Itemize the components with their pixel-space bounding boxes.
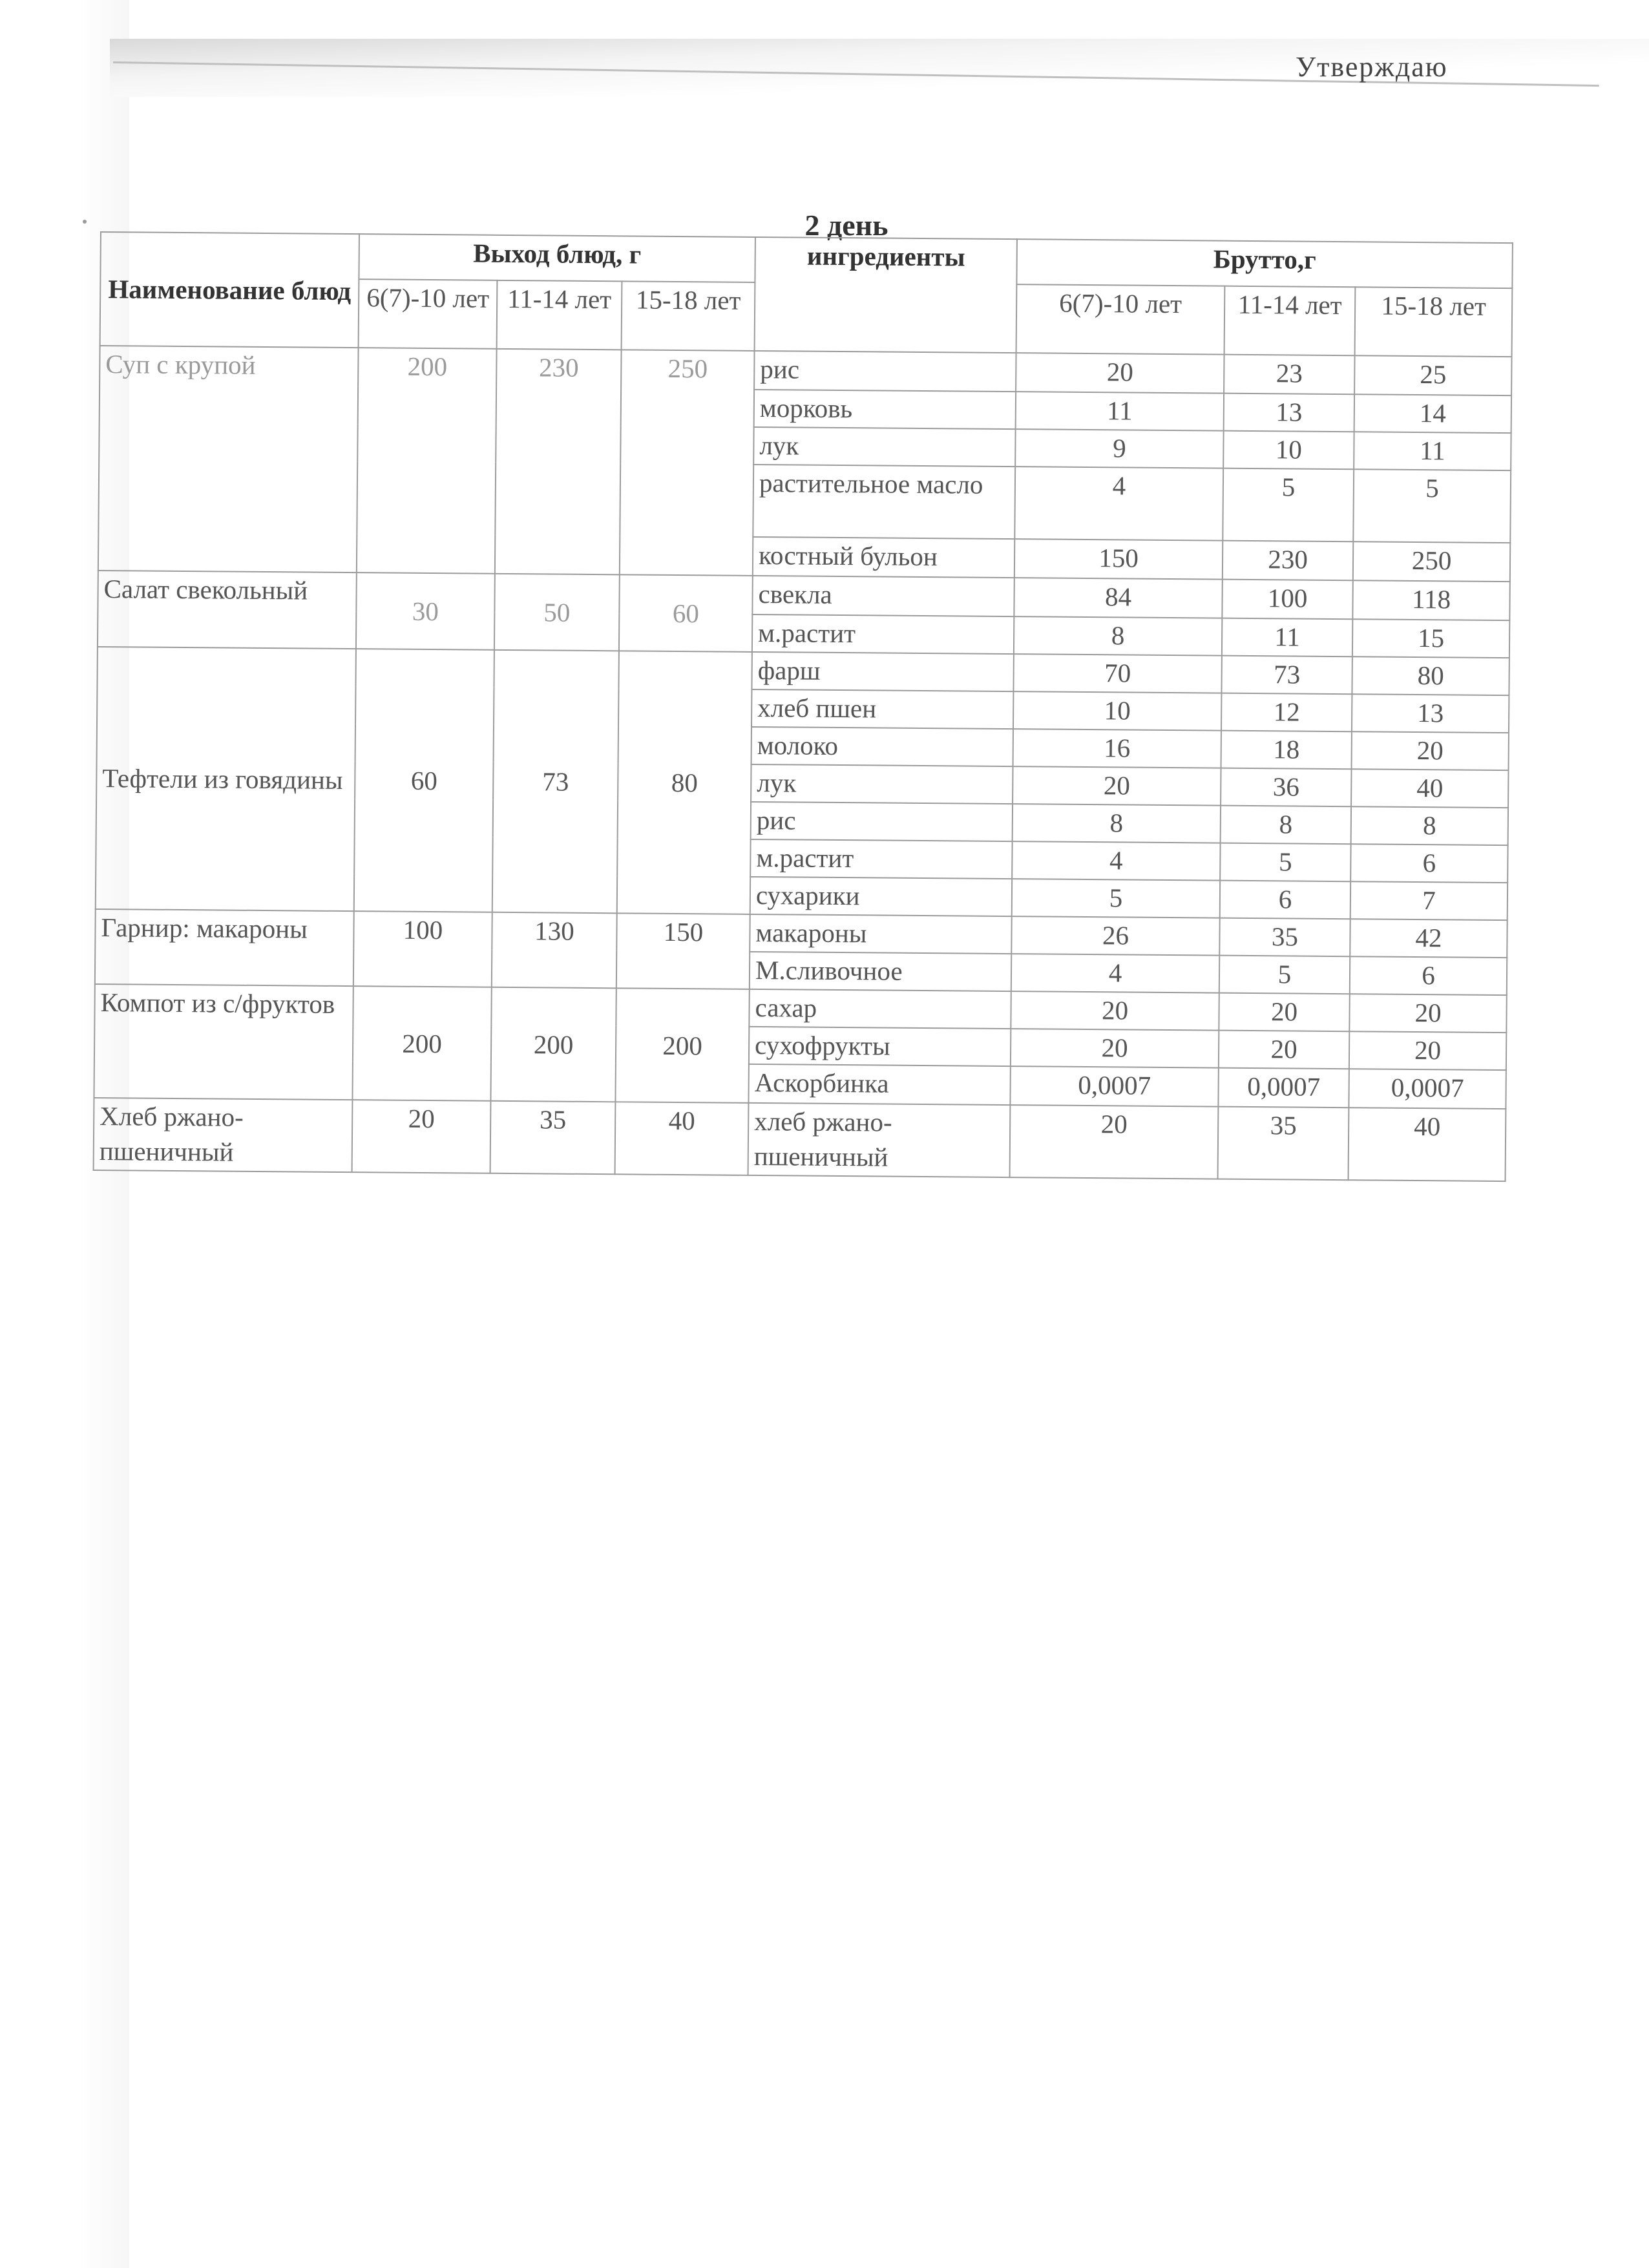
- brutto-age-c: 11: [1354, 432, 1511, 470]
- brutto-age-a: 20: [1011, 1029, 1219, 1068]
- brutto-age-c: 40: [1351, 769, 1508, 808]
- brutto-age-c: 0,0007: [1349, 1069, 1506, 1109]
- brutto-age-c: 20: [1352, 731, 1509, 770]
- dish-yield-age-c: 250: [620, 350, 755, 576]
- brutto-age-b: 100: [1222, 580, 1352, 620]
- ingredient-name: Аскорбинка: [748, 1064, 1010, 1105]
- dish-name: Суп с крупой: [98, 346, 359, 572]
- brutto-age-c: 5: [1353, 469, 1511, 543]
- brutto-age-c: 8: [1351, 806, 1508, 845]
- ingredient-name: костный бульон: [753, 537, 1014, 578]
- dish-name: Тефтели из говядины: [96, 647, 356, 911]
- header-yield-age-b: 11-14 лет: [497, 280, 622, 350]
- brutto-age-a: 8: [1013, 804, 1221, 843]
- brutto-age-c: 15: [1352, 619, 1509, 658]
- brutto-age-a: 8: [1014, 616, 1222, 656]
- ingredient-name: рис: [751, 802, 1013, 841]
- dish-yield-age-a: 200: [357, 348, 497, 574]
- brutto-age-b: 12: [1221, 693, 1352, 732]
- header-dish-name: Наименование блюд: [100, 232, 359, 348]
- brutto-age-b: 5: [1223, 468, 1354, 542]
- dish-yield-age-a: 30: [356, 572, 495, 650]
- dish-yield-age-c: 150: [616, 913, 750, 989]
- ingredient-name: М.сливочное: [750, 952, 1011, 991]
- brutto-age-a: 0,0007: [1010, 1066, 1218, 1107]
- header-brutto-age-c: 15-18 лет: [1355, 287, 1513, 357]
- ingredient-name: сухарики: [750, 877, 1012, 916]
- brutto-age-c: 40: [1349, 1108, 1506, 1181]
- brutto-age-a: 20: [1016, 353, 1224, 394]
- dish-name: Хлеб ржано-пшеничный: [94, 1098, 353, 1172]
- scan-speck: [83, 220, 87, 224]
- header-yield-age-c: 15-18 лет: [622, 281, 755, 351]
- ingredient-name: рис: [754, 351, 1016, 392]
- header-yield-age-a: 6(7)-10 лет: [359, 279, 498, 349]
- dish-yield-age-a: 100: [353, 911, 492, 987]
- brutto-age-b: 20: [1219, 993, 1349, 1032]
- brutto-age-b: 6: [1220, 881, 1350, 919]
- brutto-age-c: 6: [1350, 844, 1507, 883]
- brutto-age-a: 70: [1013, 654, 1221, 693]
- brutto-age-c: 7: [1350, 881, 1507, 920]
- dish-yield-age-c: 60: [619, 574, 753, 652]
- ingredient-name: хлеб ржано-пшеничный: [748, 1103, 1011, 1177]
- table-row: [94, 1098, 1506, 1181]
- dish-yield-age-c: 200: [615, 988, 749, 1103]
- dish-yield-age-b: 50: [494, 574, 620, 651]
- brutto-age-c: 20: [1349, 1031, 1506, 1070]
- brutto-age-c: 118: [1352, 580, 1509, 620]
- dish-yield-age-a: 20: [352, 1100, 491, 1173]
- brutto-age-a: 20: [1013, 766, 1221, 806]
- brutto-age-b: 23: [1224, 355, 1354, 395]
- brutto-age-b: 73: [1221, 656, 1352, 695]
- brutto-age-a: 150: [1014, 539, 1223, 580]
- brutto-age-b: 10: [1223, 431, 1354, 470]
- brutto-age-b: 8: [1221, 806, 1351, 845]
- ingredient-name: свекла: [752, 576, 1014, 616]
- brutto-age-a: 16: [1013, 729, 1221, 768]
- brutto-age-b: 18: [1221, 731, 1352, 770]
- brutto-age-c: 25: [1354, 355, 1511, 395]
- dish-yield-age-b: 200: [490, 987, 616, 1102]
- brutto-age-a: 9: [1015, 429, 1223, 468]
- dish-yield-age-c: 80: [617, 651, 752, 914]
- ingredient-name: м.растит: [750, 839, 1012, 879]
- brutto-age-b: 20: [1219, 1031, 1349, 1069]
- dish-yield-age-b: 230: [495, 349, 622, 575]
- ingredient-name: фарш: [751, 652, 1013, 691]
- ingredient-name: морковь: [754, 390, 1016, 429]
- dish-yield-age-a: 60: [354, 649, 494, 912]
- brutto-age-a: 4: [1012, 841, 1220, 881]
- header-brutto: Брутто,г: [1016, 239, 1513, 288]
- brutto-age-a: 4: [1011, 954, 1219, 993]
- brutto-age-c: 13: [1352, 694, 1509, 733]
- brutto-age-a: 11: [1016, 392, 1224, 431]
- ingredient-name: макароны: [750, 914, 1011, 954]
- brutto-age-c: 20: [1349, 994, 1506, 1033]
- brutto-age-a: 10: [1013, 691, 1221, 731]
- day-title: 2 день: [804, 209, 888, 242]
- ingredient-name: растительное масло: [753, 465, 1015, 539]
- brutto-age-c: 250: [1353, 541, 1510, 582]
- brutto-age-a: 84: [1014, 578, 1222, 618]
- dish-yield-age-b: 35: [490, 1101, 616, 1175]
- brutto-age-a: 20: [1010, 1105, 1219, 1179]
- brutto-age-a: 4: [1014, 467, 1223, 541]
- brutto-age-b: 11: [1222, 618, 1352, 657]
- dish-yield-age-c: 40: [615, 1102, 749, 1175]
- approval-header: Утверждаю: [1296, 51, 1448, 83]
- menu-table: [93, 231, 1513, 1182]
- ingredient-name: лук: [751, 764, 1013, 804]
- header-ingredients: ингредиенты: [755, 237, 1017, 353]
- header-brutto-age-a: 6(7)-10 лет: [1016, 284, 1225, 355]
- brutto-age-b: 35: [1218, 1107, 1349, 1181]
- brutto-age-b: 5: [1220, 843, 1350, 882]
- brutto-age-b: 230: [1223, 541, 1353, 581]
- header-yield: Выход блюд, г: [359, 234, 755, 282]
- brutto-age-a: 26: [1011, 916, 1219, 956]
- dish-name: Гарнир: макароны: [95, 909, 354, 986]
- brutto-age-c: 14: [1354, 394, 1511, 433]
- header-brutto-age-b: 11-14 лет: [1224, 286, 1356, 356]
- brutto-age-a: 5: [1012, 879, 1220, 918]
- dish-yield-age-b: 73: [492, 650, 619, 914]
- ingredient-name: лук: [753, 427, 1015, 467]
- ingredient-name: сахар: [749, 989, 1011, 1029]
- brutto-age-a: 20: [1011, 991, 1219, 1031]
- brutto-age-c: 6: [1350, 956, 1507, 995]
- ingredient-name: молоко: [751, 727, 1013, 766]
- ingredient-name: м.растит: [752, 614, 1014, 654]
- ingredient-name: хлеб пшен: [751, 689, 1013, 729]
- ingredient-name: сухофрукты: [749, 1027, 1011, 1066]
- brutto-age-b: 13: [1224, 394, 1354, 432]
- brutto-age-b: 5: [1219, 956, 1350, 994]
- brutto-age-b: 36: [1221, 768, 1351, 807]
- dish-name: Салат свекольный: [98, 571, 357, 649]
- dish-yield-age-b: 130: [492, 912, 617, 989]
- brutto-age-c: 42: [1350, 919, 1507, 958]
- brutto-age-c: 80: [1352, 656, 1509, 695]
- dish-yield-age-a: 200: [352, 986, 491, 1101]
- brutto-age-b: 35: [1219, 918, 1350, 957]
- brutto-age-b: 0,0007: [1218, 1068, 1349, 1108]
- dish-name: Компот из с/фруктов: [94, 984, 353, 1100]
